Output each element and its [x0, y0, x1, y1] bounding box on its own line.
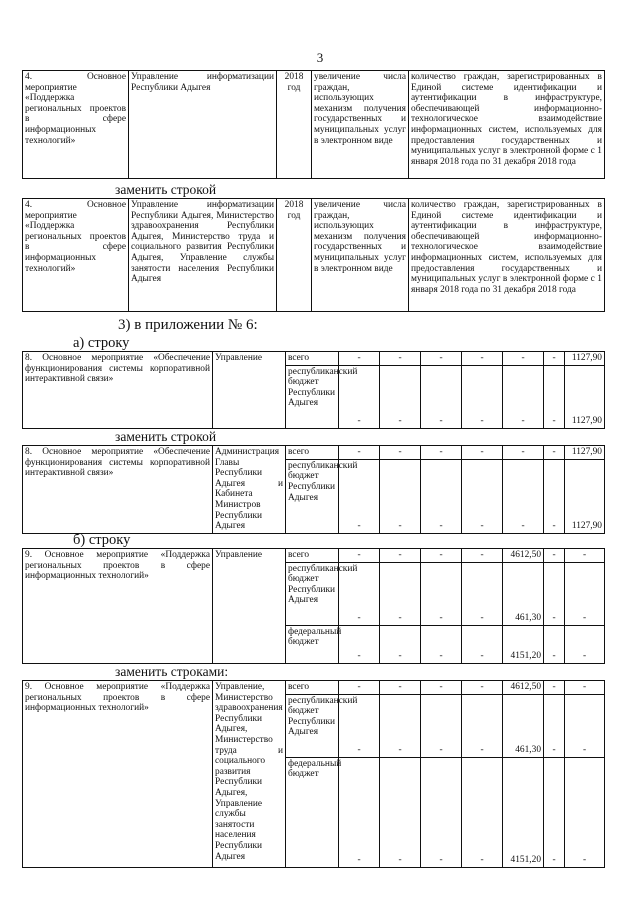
subheading-a: а) строку [73, 335, 130, 351]
cell-value: - [462, 694, 503, 757]
cell-value: - [503, 446, 544, 460]
cell-indicator: количество граждан, зарегистрированных в Единой системе идентификации и аутентификации в инфраструктуре, обеспечивающей информационно-технологическое взаимодействие информационных систем, используемых для предоставления государственных и муниципальных услуг в электронной форме с 1 января 2018 года по 31 декабря 2018 года [409, 199, 605, 312]
cell-value: - [565, 681, 605, 695]
table-block-2 [22, 198, 605, 312]
cell-value: - [544, 549, 565, 563]
cell-value: - [544, 365, 565, 428]
cell-source: всего [286, 446, 339, 460]
table-row [23, 549, 605, 563]
cell-value: - [462, 681, 503, 695]
cell-executor: Управление [213, 549, 286, 664]
cell-value: - [565, 562, 605, 625]
cell-value: 1127,90 [565, 352, 605, 366]
section-heading-appendix-6: 3) в приложении № 6: [118, 317, 258, 333]
cell-value: - [462, 549, 503, 563]
table-block-6 [22, 680, 605, 868]
cell-measure: 9. Основное мероприятие «Поддержка региональных проектов в сфере информационных технологий» [23, 681, 213, 868]
cell-value: - [421, 562, 462, 625]
cell-year: 2018 год [277, 71, 312, 179]
cell-executor: Администрация Главы Республики Адыгея и Кабинета Министров Республики Адыгея [213, 446, 286, 534]
cell-value: - [380, 446, 421, 460]
cell-value: - [544, 352, 565, 366]
cell-year: 2018 год [277, 199, 312, 312]
cell-value: - [544, 446, 565, 460]
cell-value: 1127,90 [565, 365, 605, 428]
cell-value: - [421, 625, 462, 663]
cell-value: - [421, 681, 462, 695]
cell-source: республиканский бюджет Республики Адыгея [286, 365, 339, 428]
cell-value: 4612,50 [503, 549, 544, 563]
cell-value: - [421, 365, 462, 428]
cell-value: - [380, 757, 421, 867]
cell-source: федеральный бюджет [286, 625, 339, 663]
cell-value: - [544, 625, 565, 663]
table-block-5 [22, 548, 605, 664]
cell-measure: 4. Основное мероприятие «Поддержка региональных проектов в сфере информационных технологий» [23, 71, 129, 179]
cell-value: - [565, 757, 605, 867]
cell-result: увеличение числа граждан, использующих механизм получения государственных и муниципальных услуг в электронном виде [312, 71, 409, 179]
cell-value: - [462, 365, 503, 428]
table-block-4 [22, 445, 605, 534]
cell-value: - [339, 694, 380, 757]
cell-executor: Управление информатизации Республики Адыгея [129, 71, 277, 179]
cell-value: - [462, 757, 503, 867]
cell-executor: Управление [213, 352, 286, 429]
cell-value: 4151,20 [503, 757, 544, 867]
cell-value: - [462, 459, 503, 533]
cell-value: - [565, 549, 605, 563]
table-row [23, 446, 605, 460]
table-block-1 [22, 70, 605, 179]
cell-value: - [339, 459, 380, 533]
cell-value: - [421, 446, 462, 460]
subheading-b: б) строку [73, 532, 131, 548]
cell-value: - [544, 459, 565, 533]
cell-value: - [421, 757, 462, 867]
cell-value: - [339, 549, 380, 563]
cell-value: - [380, 549, 421, 563]
cell-measure: 8. Основное мероприятие «Обеспечение функционирования системы корпоративной интерактивной связи» [23, 352, 213, 429]
cell-value: 4151,20 [503, 625, 544, 663]
cell-measure: 4. Основное мероприятие «Поддержка региональных проектов в сфере информационных технологий» [23, 199, 129, 312]
cell-value: - [421, 459, 462, 533]
cell-value: - [462, 625, 503, 663]
cell-value: - [380, 352, 421, 366]
cell-value: - [380, 365, 421, 428]
cell-value: - [339, 681, 380, 695]
cell-value: - [380, 459, 421, 533]
cell-value: - [421, 549, 462, 563]
cell-value: - [339, 365, 380, 428]
cell-value: 1127,90 [565, 459, 605, 533]
heading-replace-3: заменить строками: [115, 664, 229, 679]
cell-value: - [462, 562, 503, 625]
cell-value: - [503, 365, 544, 428]
cell-value: - [503, 352, 544, 366]
cell-value: 4612,50 [503, 681, 544, 695]
cell-indicator: количество граждан, зарегистрированных в Единой системе идентификации и аутентификации в инфраструктуре, обеспечивающей информационно-технологическое взаимодействие информационных систем, используемых для предоставления государственных и муниципальных услуг в электронной форме с 1 января 2018 года по 31 декабря 2018 года [409, 71, 605, 179]
page-number: 3 [316, 50, 324, 65]
table-block-3 [22, 351, 605, 429]
cell-source: федеральный бюджет [286, 757, 339, 867]
cell-source: всего [286, 549, 339, 563]
cell-value: - [339, 352, 380, 366]
cell-source: республиканский бюджет Республики Адыгея [286, 562, 339, 625]
cell-value: - [380, 694, 421, 757]
cell-value: - [339, 446, 380, 460]
cell-value: - [544, 694, 565, 757]
cell-value: - [380, 625, 421, 663]
cell-value: - [339, 625, 380, 663]
heading-replace-1: заменить строкой [115, 182, 217, 197]
cell-source: республиканский бюджет Республики Адыгея [286, 694, 339, 757]
cell-value: 461,30 [503, 694, 544, 757]
cell-value: - [380, 562, 421, 625]
cell-value: - [380, 681, 421, 695]
heading-replace-2: заменить строкой [115, 429, 217, 444]
cell-measure: 9. Основное мероприятие «Поддержка региональных проектов в сфере информационных технологий» [23, 549, 213, 664]
cell-value: 1127,90 [565, 446, 605, 460]
cell-value: - [339, 562, 380, 625]
cell-result: увеличение числа граждан, использующих механизм получения государственных и муниципальных услуг в электронном виде [312, 199, 409, 312]
cell-measure: 8. Основное мероприятие «Обеспечение функционирования системы корпоративной интерактивной связи» [23, 446, 213, 534]
table-row [23, 352, 605, 366]
table-row [23, 681, 605, 695]
cell-source: всего [286, 352, 339, 366]
table-row [23, 199, 605, 312]
cell-value: - [544, 562, 565, 625]
cell-value: 461,30 [503, 562, 544, 625]
cell-value: - [544, 681, 565, 695]
cell-executor: Управление информатизации Республики Адыгея, Министерство здравоохранения Республики Адыгея, Министерство труда и социального развития Республики Адыгея, Управление службы занятости населения Республики Адыгея [129, 199, 277, 312]
cell-value: - [462, 446, 503, 460]
cell-executor: Управление, Министерство здравоохранения Республики Адыгея, Министерство труда и социального развития Республики Адыгея, Управление службы занятости населения Республики Адыгея [213, 681, 286, 868]
cell-value: - [421, 352, 462, 366]
cell-source: всего [286, 681, 339, 695]
cell-source: республиканский бюджет Республики Адыгея [286, 459, 339, 533]
cell-value: - [565, 694, 605, 757]
cell-value: - [462, 352, 503, 366]
cell-value: - [503, 459, 544, 533]
cell-value: - [421, 694, 462, 757]
table-row [23, 71, 605, 179]
cell-value: - [339, 757, 380, 867]
cell-value: - [565, 625, 605, 663]
cell-value: - [544, 757, 565, 867]
